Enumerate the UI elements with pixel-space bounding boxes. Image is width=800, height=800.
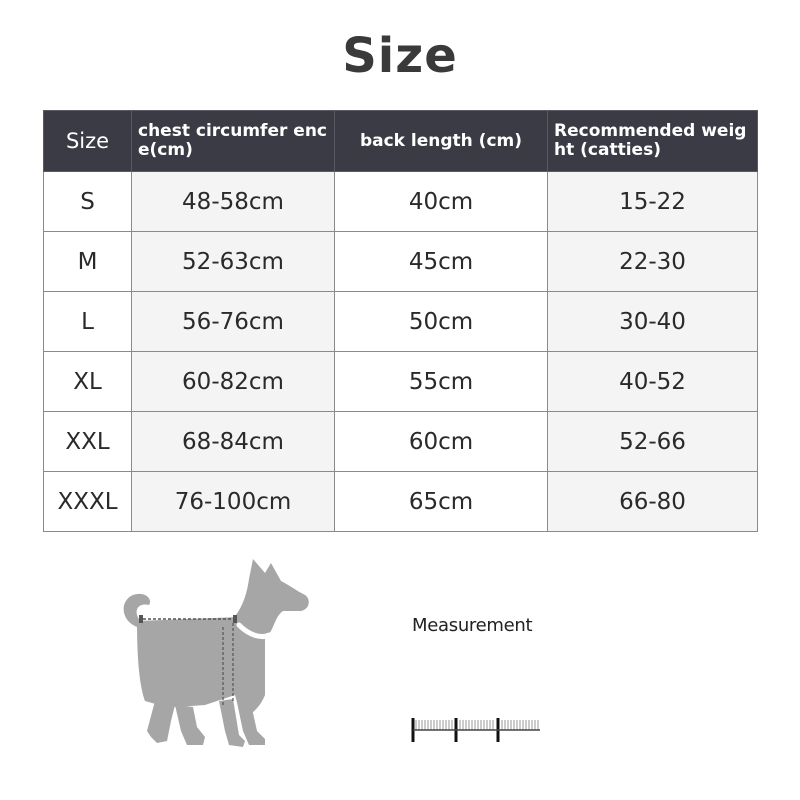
cell-size: XXL <box>44 412 132 472</box>
cell-chest: 68-84cm <box>132 412 335 472</box>
cell-back: 65cm <box>335 472 548 532</box>
cell-weight: 15-22 <box>548 172 758 232</box>
cell-chest: 60-82cm <box>132 352 335 412</box>
cell-weight: 40-52 <box>548 352 758 412</box>
cell-size: L <box>44 292 132 352</box>
table-header-row <box>44 111 758 172</box>
cell-weight: 52-66 <box>548 412 758 472</box>
table-row <box>44 172 758 232</box>
cell-weight: 30-40 <box>548 292 758 352</box>
cell-chest: 52-63cm <box>132 232 335 292</box>
cell-chest: 48-58cm <box>132 172 335 232</box>
table-row <box>44 292 758 352</box>
cell-back: 50cm <box>335 292 548 352</box>
cell-size: M <box>44 232 132 292</box>
cell-size: XXXL <box>44 472 132 532</box>
page-title: Size <box>342 28 458 84</box>
cell-back: 45cm <box>335 232 548 292</box>
header-chest: chest circumfer ence(cm) <box>132 111 335 172</box>
size-chart-table <box>43 110 758 532</box>
cell-weight: 22-30 <box>548 232 758 292</box>
dog-silhouette-icon <box>115 555 320 750</box>
header-size: Size <box>44 111 132 172</box>
cell-back: 60cm <box>335 412 548 472</box>
header-back-length: back length (cm) <box>335 111 548 172</box>
measurement-label: Measurement <box>412 615 533 636</box>
cell-back: 55cm <box>335 352 548 412</box>
cell-chest: 76-100cm <box>132 472 335 532</box>
ruler-icon <box>408 712 548 746</box>
cell-size: S <box>44 172 132 232</box>
table-row <box>44 352 758 412</box>
table-row <box>44 232 758 292</box>
table-row <box>44 412 758 472</box>
cell-chest: 56-76cm <box>132 292 335 352</box>
cell-weight: 66-80 <box>548 472 758 532</box>
cell-size: XL <box>44 352 132 412</box>
table-row <box>44 472 758 532</box>
header-weight: Recommended weig ht (catties) <box>548 111 758 172</box>
cell-back: 40cm <box>335 172 548 232</box>
